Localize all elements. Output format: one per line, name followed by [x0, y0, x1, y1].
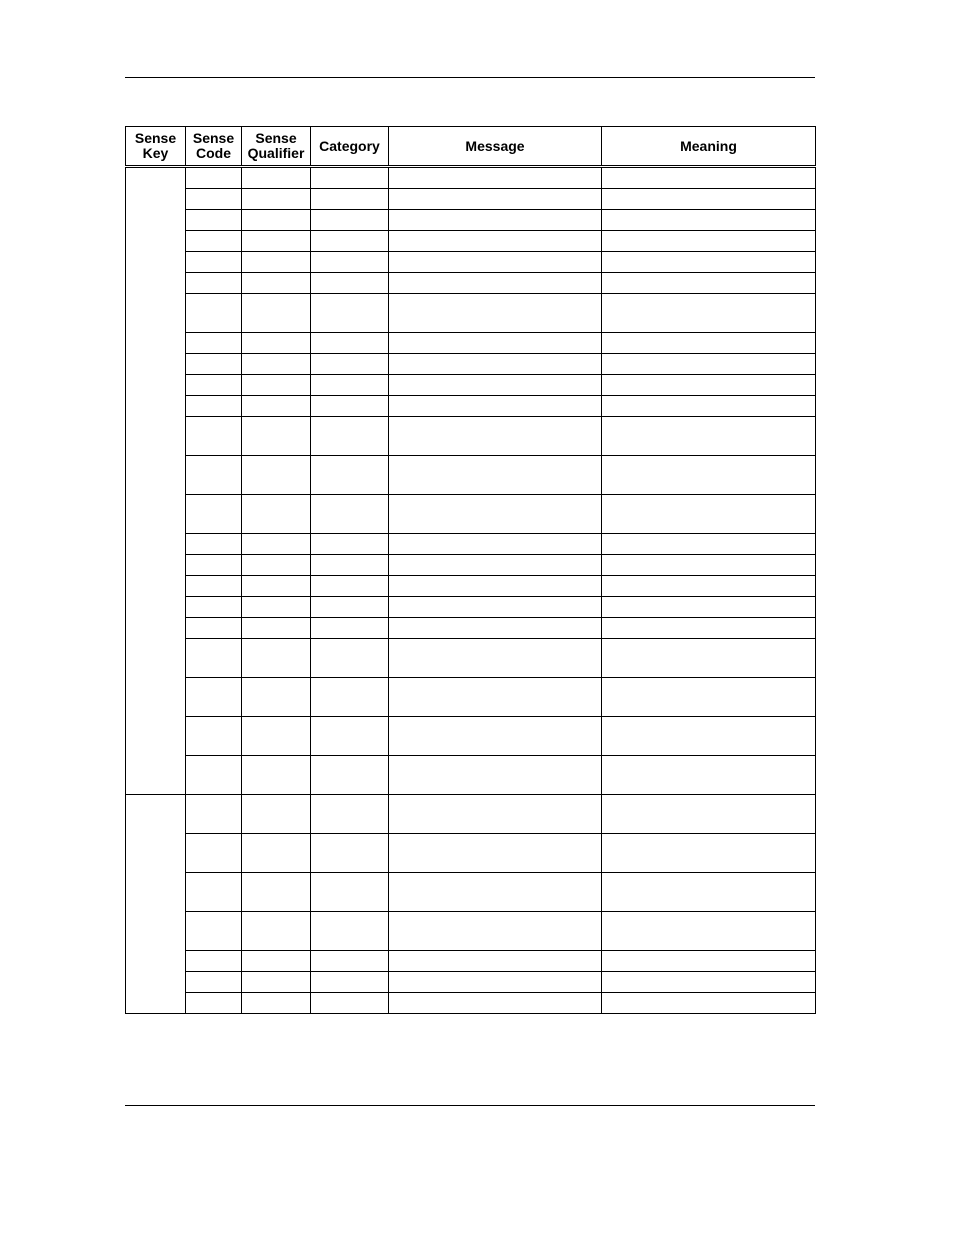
- category-cell: [311, 273, 389, 294]
- table-row: [126, 333, 816, 354]
- sense-qualifier-cell: [242, 252, 311, 273]
- sense-code-cell: [186, 375, 242, 396]
- category-cell: [311, 375, 389, 396]
- sense-qualifier-cell: [242, 534, 311, 555]
- message-cell: [389, 167, 602, 189]
- sense-code-cell: [186, 597, 242, 618]
- meaning-cell: [602, 252, 816, 273]
- header-line: Sense: [192, 130, 235, 146]
- sense-qualifier-cell: [242, 495, 311, 534]
- sense-key-cell: [126, 167, 186, 795]
- sense-code-cell: [186, 639, 242, 678]
- meaning-cell: [602, 555, 816, 576]
- category-cell: [311, 678, 389, 717]
- message-cell: [389, 834, 602, 873]
- sense-qualifier-cell: [242, 354, 311, 375]
- sense-code-cell: [186, 396, 242, 417]
- sense-qualifier-cell: [242, 167, 311, 189]
- category-cell: [311, 231, 389, 252]
- category-cell: [311, 252, 389, 273]
- message-cell: [389, 396, 602, 417]
- message-cell: [389, 555, 602, 576]
- category-cell: [311, 333, 389, 354]
- sense-qualifier-cell: [242, 417, 311, 456]
- table-row: [126, 717, 816, 756]
- category-cell: [311, 396, 389, 417]
- table-row: [126, 951, 816, 972]
- meaning-cell: [602, 231, 816, 252]
- header-line: Sense: [255, 130, 297, 146]
- meaning-cell: [602, 576, 816, 597]
- column-header-sense-key: [126, 127, 186, 167]
- sense-code-cell: [186, 189, 242, 210]
- sense-code-cell: [186, 555, 242, 576]
- sense-qualifier-cell: [242, 717, 311, 756]
- sense-qualifier-cell: [242, 912, 311, 951]
- sense-qualifier-cell: [242, 834, 311, 873]
- sense-qualifier-cell: [242, 576, 311, 597]
- meaning-cell: [602, 795, 816, 834]
- sense-qualifier-cell: [242, 375, 311, 396]
- meaning-cell: [602, 354, 816, 375]
- message-cell: [389, 912, 602, 951]
- table-row: [126, 639, 816, 678]
- sense-qualifier-cell: [242, 873, 311, 912]
- sense-qualifier-cell: [242, 231, 311, 252]
- sense-qualifier-cell: [242, 273, 311, 294]
- header-rule: [125, 77, 815, 78]
- sense-code-cell: [186, 167, 242, 189]
- meaning-cell: [602, 756, 816, 795]
- table-row: [126, 396, 816, 417]
- message-cell: [389, 873, 602, 912]
- sense-code-cell: [186, 354, 242, 375]
- sense-code-cell: [186, 534, 242, 555]
- meaning-cell: [602, 717, 816, 756]
- sense-qualifier-cell: [242, 597, 311, 618]
- sense-qualifier-cell: [242, 678, 311, 717]
- sense-code-cell: [186, 912, 242, 951]
- sense-qualifier-cell: [242, 333, 311, 354]
- table-row: [126, 294, 816, 333]
- sense-code-cell: [186, 456, 242, 495]
- category-cell: [311, 756, 389, 795]
- table-row: [126, 912, 816, 951]
- message-cell: [389, 576, 602, 597]
- category-cell: [311, 972, 389, 993]
- table-row: [126, 210, 816, 231]
- message-cell: [389, 189, 602, 210]
- meaning-cell: [602, 834, 816, 873]
- message-cell: [389, 231, 602, 252]
- sense-qualifier-cell: [242, 456, 311, 495]
- message-cell: [389, 495, 602, 534]
- meaning-cell: [602, 534, 816, 555]
- meaning-cell: [602, 396, 816, 417]
- sense-qualifier-cell: [242, 189, 311, 210]
- header-line: Sense: [134, 130, 177, 146]
- sense-code-cell: [186, 795, 242, 834]
- table-row: [126, 534, 816, 555]
- message-cell: [389, 618, 602, 639]
- meaning-cell: [602, 294, 816, 333]
- category-cell: [311, 834, 389, 873]
- meaning-cell: [602, 333, 816, 354]
- sense-qualifier-cell: [242, 294, 311, 333]
- sense-code-cell: [186, 951, 242, 972]
- table-body: [126, 167, 816, 1014]
- message-cell: [389, 534, 602, 555]
- sense-code-cell: [186, 294, 242, 333]
- column-header-sense-qualifier: [242, 127, 311, 167]
- table-row: [126, 417, 816, 456]
- header-line: Qualifier: [247, 145, 305, 161]
- category-cell: [311, 717, 389, 756]
- table-row: [126, 273, 816, 294]
- sense-code-cell: [186, 834, 242, 873]
- table-row: [126, 756, 816, 795]
- category-cell: [311, 354, 389, 375]
- sense-code-cell: [186, 972, 242, 993]
- meaning-cell: [602, 873, 816, 912]
- meaning-cell: [602, 210, 816, 231]
- sense-code-cell: [186, 756, 242, 795]
- table-row: [126, 795, 816, 834]
- message-cell: [389, 273, 602, 294]
- category-cell: [311, 294, 389, 333]
- sense-qualifier-cell: [242, 756, 311, 795]
- sense-code-cell: [186, 231, 242, 252]
- category-cell: [311, 795, 389, 834]
- category-cell: [311, 912, 389, 951]
- meaning-cell: [602, 951, 816, 972]
- message-cell: [389, 417, 602, 456]
- table-row: [126, 834, 816, 873]
- sense-key-cell: [126, 795, 186, 1014]
- meaning-cell: [602, 375, 816, 396]
- table-row: [126, 354, 816, 375]
- category-cell: [311, 189, 389, 210]
- table-row: [126, 167, 816, 189]
- category-cell: [311, 417, 389, 456]
- message-cell: [389, 456, 602, 495]
- message-cell: [389, 252, 602, 273]
- sense-qualifier-cell: [242, 618, 311, 639]
- message-cell: [389, 951, 602, 972]
- sense-code-cell: [186, 678, 242, 717]
- message-cell: [389, 993, 602, 1014]
- message-cell: [389, 972, 602, 993]
- table-row: [126, 873, 816, 912]
- message-cell: [389, 375, 602, 396]
- meaning-cell: [602, 273, 816, 294]
- meaning-cell: [602, 456, 816, 495]
- footer-rule: [125, 1105, 815, 1106]
- table-row: [126, 576, 816, 597]
- sense-code-cell: [186, 252, 242, 273]
- message-cell: [389, 333, 602, 354]
- sense-code-cell: [186, 873, 242, 912]
- message-cell: [389, 210, 602, 231]
- category-cell: [311, 167, 389, 189]
- table-row: [126, 252, 816, 273]
- column-header-meaning: [602, 127, 816, 167]
- header-line: Category: [319, 137, 380, 154]
- table-row: [126, 456, 816, 495]
- sense-key-table: [125, 126, 816, 1014]
- sense-qualifier-cell: [242, 972, 311, 993]
- meaning-cell: [602, 495, 816, 534]
- header-line: Code: [196, 145, 231, 161]
- message-cell: [389, 354, 602, 375]
- table-header-row: [126, 127, 816, 167]
- message-cell: [389, 717, 602, 756]
- table-row: [126, 972, 816, 993]
- category-cell: [311, 456, 389, 495]
- sense-code-cell: [186, 576, 242, 597]
- sense-code-cell: [186, 495, 242, 534]
- header-line: Meaning: [680, 137, 737, 154]
- meaning-cell: [602, 417, 816, 456]
- column-header-category: [311, 127, 389, 167]
- category-cell: [311, 534, 389, 555]
- column-header-sense-code: [186, 127, 242, 167]
- sense-qualifier-cell: [242, 795, 311, 834]
- category-cell: [311, 639, 389, 678]
- category-cell: [311, 495, 389, 534]
- header-line: Key: [142, 145, 169, 161]
- sense-code-cell: [186, 273, 242, 294]
- sense-qualifier-cell: [242, 639, 311, 678]
- meaning-cell: [602, 972, 816, 993]
- table-row: [126, 597, 816, 618]
- message-cell: [389, 639, 602, 678]
- sense-code-cell: [186, 717, 242, 756]
- sense-code-cell: [186, 993, 242, 1014]
- meaning-cell: [602, 167, 816, 189]
- table-row: [126, 678, 816, 717]
- column-header-message: [389, 127, 602, 167]
- sense-qualifier-cell: [242, 951, 311, 972]
- meaning-cell: [602, 912, 816, 951]
- meaning-cell: [602, 189, 816, 210]
- table-row: [126, 375, 816, 396]
- category-cell: [311, 210, 389, 231]
- message-cell: [389, 294, 602, 333]
- message-cell: [389, 756, 602, 795]
- message-cell: [389, 597, 602, 618]
- sense-qualifier-cell: [242, 396, 311, 417]
- sense-qualifier-cell: [242, 555, 311, 576]
- category-cell: [311, 555, 389, 576]
- message-cell: [389, 795, 602, 834]
- sense-qualifier-cell: [242, 210, 311, 231]
- table-row: [126, 231, 816, 252]
- table-row: [126, 618, 816, 639]
- table-row: [126, 555, 816, 576]
- sense-qualifier-cell: [242, 993, 311, 1014]
- meaning-cell: [602, 618, 816, 639]
- table-row: [126, 189, 816, 210]
- category-cell: [311, 873, 389, 912]
- category-cell: [311, 618, 389, 639]
- sense-code-cell: [186, 333, 242, 354]
- category-cell: [311, 993, 389, 1014]
- meaning-cell: [602, 993, 816, 1014]
- sense-code-cell: [186, 210, 242, 231]
- table-row: [126, 993, 816, 1014]
- category-cell: [311, 597, 389, 618]
- sense-code-cell: [186, 417, 242, 456]
- table-row: [126, 495, 816, 534]
- message-cell: [389, 678, 602, 717]
- meaning-cell: [602, 678, 816, 717]
- header-line: Message: [465, 137, 525, 154]
- meaning-cell: [602, 597, 816, 618]
- meaning-cell: [602, 639, 816, 678]
- category-cell: [311, 951, 389, 972]
- category-cell: [311, 576, 389, 597]
- sense-code-cell: [186, 618, 242, 639]
